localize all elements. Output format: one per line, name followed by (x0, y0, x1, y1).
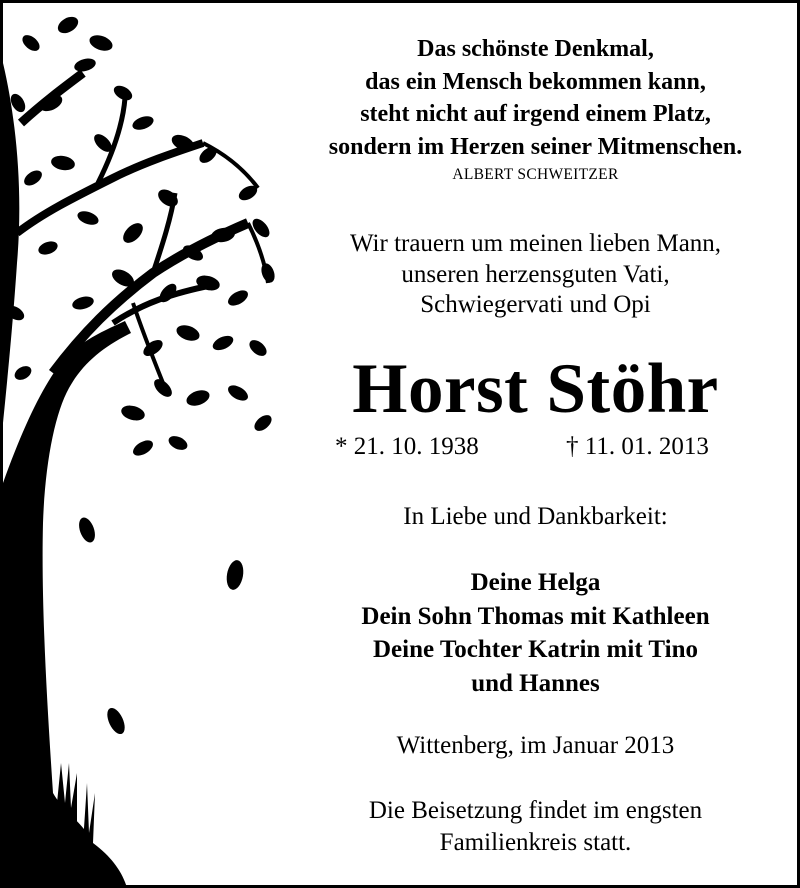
quote-line: das ein Mensch bekommen kann, (365, 68, 706, 95)
place-date: Wittenberg, im Januar 2013 (396, 732, 675, 759)
burial-line: Familienkreis statt. (439, 829, 632, 856)
birth-date: * 21. 10. 1938 (335, 433, 479, 460)
family-line: und Hannes (471, 669, 600, 697)
mourning-text (273, 229, 798, 321)
quote-line: steht nicht auf irgend einem Platz, (360, 101, 711, 127)
family-line: Deine Helga (470, 569, 601, 596)
quote-author: ALBERT SCHWEITZER (452, 166, 619, 183)
life-dates (273, 433, 798, 467)
family-line: Deine Tochter Katrin mit Tino (372, 636, 699, 663)
quote (273, 33, 798, 163)
quote-line: sondern im Herzen seiner Mitmenschen. (328, 133, 743, 160)
mourning-line: Schwiegervati und Opi (420, 291, 651, 318)
family-line: Dein Sohn Thomas mit Kathleen (361, 602, 710, 630)
mourning-line: Wir trauern um meinen lieben Mann, (349, 230, 722, 257)
tree-illustration (3, 3, 283, 888)
family-list (273, 566, 798, 700)
gratitude-line: In Liebe und Dankbarkeit: (403, 503, 668, 530)
deceased-name: Horst Stöhr (352, 350, 719, 428)
burial-line: Die Beisetzung findet im engsten (368, 797, 703, 824)
quote-line: Das schönste Denkmal, (417, 36, 654, 62)
death-date: † 11. 01. 2013 (566, 433, 709, 460)
mourning-line: unseren herzensguten Vati, (401, 260, 670, 288)
burial-notice (273, 795, 798, 859)
